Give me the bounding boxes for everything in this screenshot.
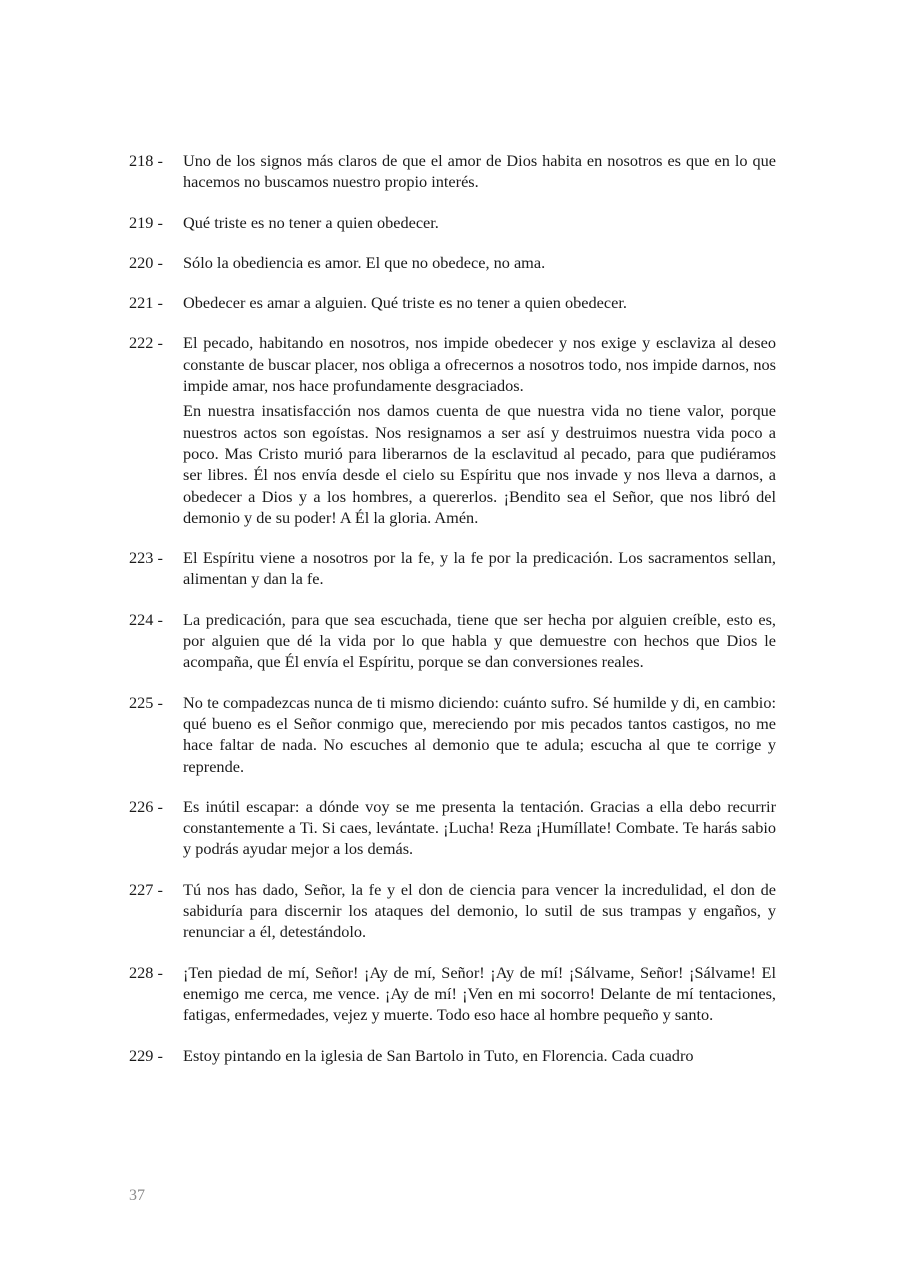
paragraph: El Espíritu viene a nosotros por la fe, y la fe por la predicación. Los sacramentos sellan, alimentan y dan la fe. [183, 548, 776, 589]
entry-226 [129, 796, 776, 860]
entry-222 [129, 332, 776, 528]
entry-number: 227 - [129, 879, 163, 899]
entry-221 [129, 292, 776, 313]
entry-text [183, 796, 776, 860]
entry-219 [129, 212, 776, 233]
paragraph: Tú nos has dado, Señor, la fe y el don de ciencia para vencer la incredulidad, el don de sabiduría para discernir los ataques del demonio, lo sutil de sus trampas y engaños, y renunciar a él, detestándolo. [183, 879, 776, 942]
entry-text [183, 332, 776, 528]
entry-text [183, 547, 776, 590]
entry-number: 228 - [129, 962, 163, 982]
paragraph: Es inútil escapar: a dónde voy se me presenta la tentación. Gracias a ella debo recurrir constantemente a Ti. Si caes, levántate. ¡Lucha! Reza ¡Humíllate! Combate. Te harás sabio y podrás ayudar mejor a los demás. [183, 796, 776, 859]
entry-number: 220 - [129, 252, 163, 272]
paragraph: En nuestra insatisfacción nos damos cuenta de que nuestra vida no tiene valor, porque nuestros actos son egoístas. Nos resignamos a ser así y destruimos nuestra vida poco a poco. Mas Cristo murió para liberarnos de la esclavitud al pecado, para que pudiéramos ser libres. Él nos envía desde el cielo su Espíritu que nos invade y nos lleva a darnos, a obedecer a Dios y a los hombres, a quererlos. ¡Bendito sea el Señor, que nos libró del demonio y de su poder! A Él la gloria. Amén. [183, 401, 776, 527]
entry-number: 222 - [129, 333, 163, 353]
entry-text [183, 150, 776, 193]
entry-text [183, 212, 776, 233]
entry-number: 229 - [129, 1045, 163, 1065]
entry-number: 224 - [129, 609, 163, 629]
entry-number: 221 - [129, 293, 163, 313]
paragraph: La predicación, para que sea escuchada, tiene que ser hecha por alguien creíble, esto es, por alguien que dé la vida por lo que habla y que demuestre con hechos que Dios le acompaña, que Él envía el Espíritu, porque se dan conversiones reales. [183, 609, 776, 672]
page-body [129, 150, 776, 1085]
entry-text [183, 879, 776, 943]
paragraph: El pecado, habitando en nosotros, nos impide obedecer y nos exige y esclaviza al deseo constante de buscar placer, nos obliga a ofrecernos a nosotros todo, nos impide darnos, nos impide amar, nos hace profundamente desgraciados. [183, 333, 776, 396]
paragraph: Obedecer es amar a alguien. Qué triste es no tener a quien obedecer. [183, 293, 627, 313]
entry-225 [129, 692, 776, 777]
page-number: 37 [129, 1187, 145, 1204]
entry-223 [129, 547, 776, 590]
entry-text [183, 1045, 776, 1066]
paragraph: Sólo la obediencia es amor. El que no obedece, no ama. [183, 252, 546, 272]
paragraph: Estoy pintando en la iglesia de San Bartolo in Tuto, en Florencia. Cada cuadro [183, 1045, 694, 1065]
entry-229 [129, 1045, 776, 1066]
paragraph: Qué triste es no tener a quien obedecer. [183, 212, 439, 232]
entry-text [183, 692, 776, 777]
entry-number: 226 - [129, 796, 163, 816]
entry-number: 219 - [129, 212, 163, 232]
entry-224 [129, 609, 776, 673]
entry-number: 218 - [129, 151, 163, 170]
entry-text [183, 252, 776, 273]
paragraph: No te compadezcas nunca de ti mismo diciendo: cuánto sufro. Sé humilde y di, en cambio: qué bueno es el Señor conmigo que, mereciendo por mis pecados tantos castigos, no me hace faltar de nada. No escuches al demonio que te adula; escucha al que te corrige y reprende. [183, 692, 776, 776]
entry-218 [129, 150, 776, 193]
entry-number: 225 - [129, 692, 163, 712]
entry-text [183, 292, 776, 313]
entry-text [183, 609, 776, 673]
entry-227 [129, 879, 776, 943]
paragraph: ¡Ten piedad de mí, Señor! ¡Ay de mí, Señor! ¡Ay de mí! ¡Sálvame, Señor! ¡Sálvame! El enemigo me cerca, me vence. ¡Ay de mí! ¡Ven en mi socorro! Delante de mí tentaciones, fatigas, enfermedades, vejez y muerte. Todo eso hace al hombre pequeño y santo. [183, 962, 776, 1025]
paragraph: Uno de los signos más claros de que el amor de Dios habita en nosotros es que en lo que hacemos no buscamos nuestro propio interés. [183, 151, 776, 192]
entry-228 [129, 962, 776, 1026]
entry-220 [129, 252, 776, 273]
entry-text [183, 962, 776, 1026]
entry-number: 223 - [129, 548, 163, 568]
